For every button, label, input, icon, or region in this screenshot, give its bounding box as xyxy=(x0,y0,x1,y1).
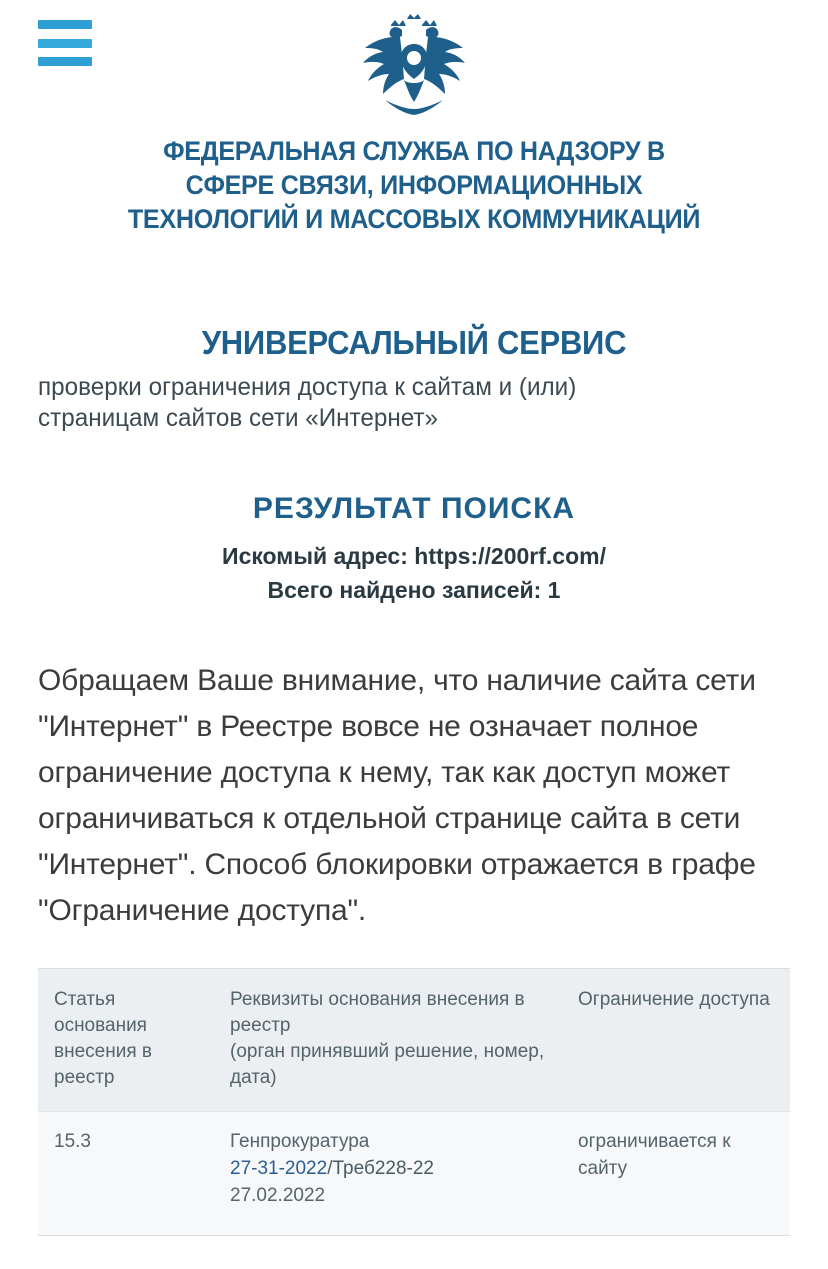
service-subtitle-line-1: проверки ограничения доступа к сайтам и (или) xyxy=(38,373,577,401)
hamburger-menu-icon[interactable] xyxy=(38,20,92,66)
registry-table-wrapper xyxy=(38,968,790,1236)
organization-title-line-3: ТЕХНОЛОГИЙ И МАССОВЫХ КОММУНИКАЦИЙ xyxy=(127,204,701,234)
cell-document-suffix: /Треб228-22 xyxy=(327,1158,434,1179)
hamburger-bar-1 xyxy=(38,20,92,29)
organization-title xyxy=(29,134,799,236)
search-result-title: РЕЗУЛЬТАТ ПОИСКА xyxy=(252,492,576,525)
cell-document-number-line xyxy=(230,1155,548,1182)
cell-restriction-type: ограничивается к сайту xyxy=(562,1112,790,1236)
cell-authority: Генпрокуратура xyxy=(230,1131,370,1152)
organization-title-line-1: ФЕДЕРАЛЬНАЯ СЛУЖБА ПО НАДЗОРУ В xyxy=(163,136,665,166)
organization-title-line-2: СФЕРЕ СВЯЗИ, ИНФОРМАЦИОННЫХ xyxy=(185,170,643,200)
hamburger-bar-3 xyxy=(38,57,92,66)
table-row xyxy=(38,1112,790,1236)
cell-article-number: 15.3 xyxy=(38,1112,214,1236)
column-header-restriction: Ограничение доступа xyxy=(562,969,790,1112)
column-header-basis-note: (орган принявший решение, номер, дата) xyxy=(230,1041,545,1088)
table-header-row xyxy=(38,969,790,1112)
cell-document-number[interactable]: 27-31-2022 xyxy=(230,1158,328,1179)
cell-document-date: 27.02.2022 xyxy=(230,1185,326,1206)
double-headed-eagle-crest-icon xyxy=(0,0,828,118)
service-subtitle xyxy=(38,372,775,434)
service-subtitle-line-2: страницам сайтов сети «Интернет» xyxy=(38,404,439,432)
hamburger-bar-2 xyxy=(38,39,92,48)
column-header-article: Статья основания внесения в реестр xyxy=(38,969,214,1112)
service-title: УНИВЕРСАЛЬНЫЙ СЕРВИС xyxy=(201,324,627,361)
registry-table xyxy=(38,969,790,1235)
records-found-count: Всего найдено записей: 1 xyxy=(267,577,561,603)
registry-notice-text: Обращаем Ваше внимание, что наличие сайта сети "Интернет" в Реестре вовсе не означает полное ограничение доступа к нему, так как доступ может ограничиваться к отдельной странице сайта в сети "Интернет". Способ блокировки отражается в графе "Ограничение доступа". xyxy=(38,664,756,927)
cell-basis-details xyxy=(214,1112,562,1236)
searched-address: Искомый адрес: https://200rf.com/ xyxy=(222,543,606,569)
column-header-basis-main: Реквизиты основания внесения в реестр xyxy=(230,989,525,1036)
column-header-basis xyxy=(214,969,562,1112)
